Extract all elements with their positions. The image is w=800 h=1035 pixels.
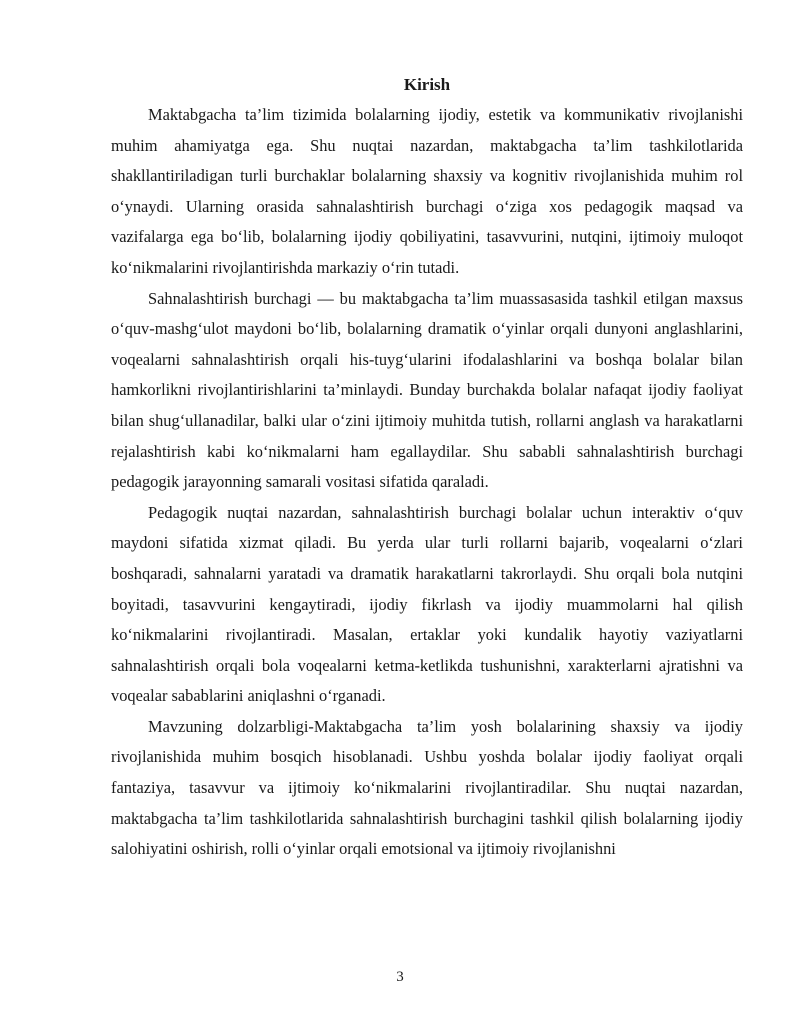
document-page (111, 72, 743, 865)
section-title: Kirish (403, 75, 451, 94)
paragraph-4: Mavzuning dolzarbligi-Maktabgacha ta’lim yosh bolalarining shaxsiy va ijodiy rivojlanishida muhim bosqich hisoblanadi. Ushbu yoshda bolalar ijodiy faoliyat orqali fantaziya, tasavvur va ijtimoiy ko‘nikmalarini rivojlantiradilar. Shu nuqtai nazardan, maktabgacha ta’lim tashkilotlarida sahnalashtirish burchagini tashkil qilish bolalarning ijodiy salohiyatini oshirish, rolli o‘yinlar orqali emotsional va ijtimoiy rivojlanishni (111, 716, 743, 859)
paragraph-3: Pedagogik nuqtai nazardan, sahnalashtirish burchagi bolalar uchun interaktiv o‘quv maydoni sifatida xizmat qiladi. Bu yerda ular turli rollarni bajarib, voqealarni o‘zlari boshqaradi, sahnalarni yaratadi va dramatik harakatlarni takrorlaydi. Shu orqali bola nutqini boyitadi, tasavvurini kengaytiradi, ijodiy fikrlash va ijodiy muammolarni hal qilish ko‘nikmalarini rivojlantiradi. Masalan, ertaklar yoki kundalik hayotiy vaziyatlarni sahnalashtirish orqali bola voqealarni ketma-ketlikda tushunishni, xarakterlarni ajratishni va voqealar sabablarini aniqlashni o‘rganadi. (111, 502, 743, 706)
page-number: 3 (396, 969, 404, 985)
paragraph-1: Maktabgacha ta’lim tizimida bolalarning ijodiy, estetik va kommunikativ rivojlanishi muhim ahamiyatga ega. Shu nuqtai nazardan, maktabgacha ta’lim tashkilotlarida shakllantiriladigan turli burchaklar bolalarning shaxsiy va kognitiv rivojlanishida muhim rol o‘ynaydi. Ularning orasida sahnalashtirish burchagi o‘ziga xos pedagogik maqsad va vazifalarga ega bo‘lib, bolalarning ijodiy qobiliyatini, tasavvurini, nutqini, ijtimoiy muloqot ko‘nikmalarini rivojlantirishda markaziy o‘rin tutadi. (111, 105, 743, 277)
paragraph-2: Sahnalashtirish burchagi — bu maktabgacha ta’lim muassasasida tashkil etilgan maxsus o‘quv-mashg‘ulot maydoni bo‘lib, bolalarning dramatik o‘yinlar orqali dunyoni anglashlarini, voqealarni sahnalashtirish orqali his-tuyg‘ularini ifodalashlarini va boshqa bolalar bilan hamkorlikni rivojlantirishlarini ta’minlaydi. Bunday burchakda bolalar nafaqat ijodiy faoliyat bilan shug‘ullanadilar, balki ular o‘zini ijtimoiy muhitda tutish, rollarni anglash va harakatlarni rejalashtirish kabi ko‘nikmalarni ham egallaydilar. Shu sababli sahnalashtirish burchagi pedagogik jarayonning samarali vositasi sifatida qaraladi. (111, 288, 743, 492)
